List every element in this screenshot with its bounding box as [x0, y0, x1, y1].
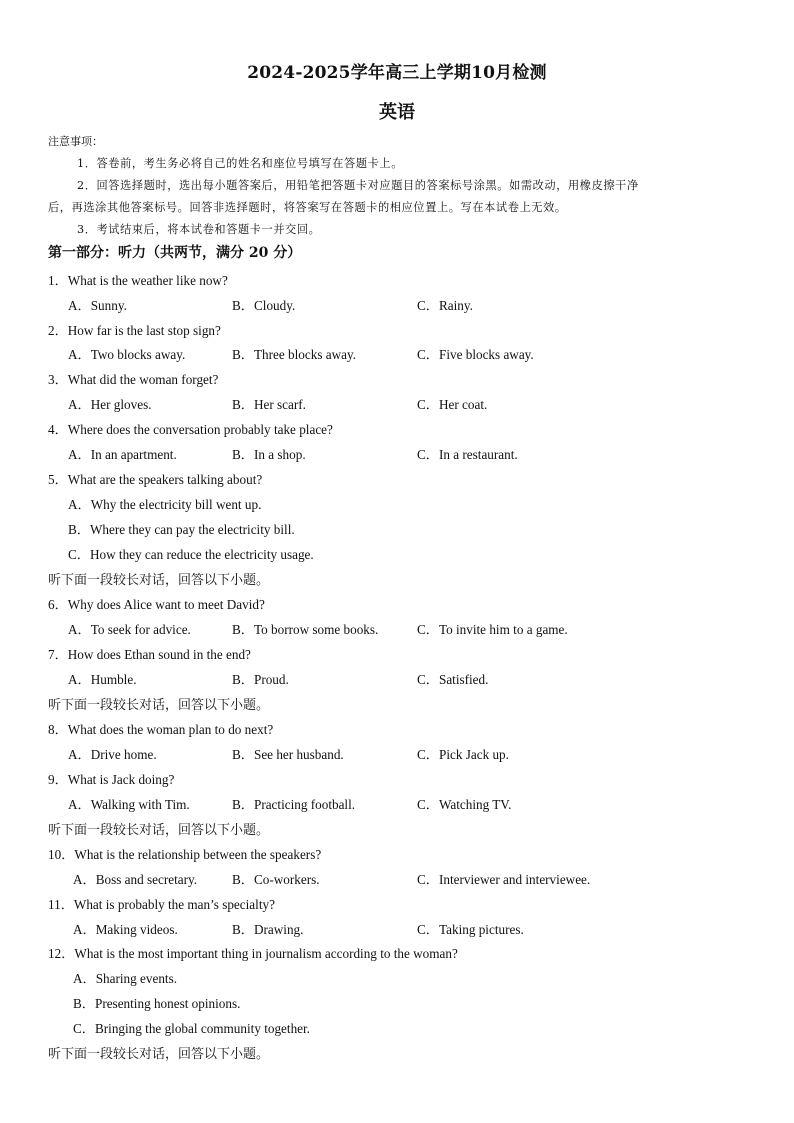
section-instruction-2: 听下面一段较长对话，回答以下小题。 [48, 698, 270, 713]
question-5: 5．What are the speakers talking about? [48, 472, 263, 487]
question-10: 10．What is the relationship between the speakers? [48, 847, 322, 862]
question-7: 7．How does Ethan sound in the end? [48, 647, 251, 662]
option-1a: A．Sunny. [68, 298, 127, 313]
notice-line-2b: 后，再选涂其他答案标号。回答非选择题时，将答案写在答题卡的相应位置上。写在本试卷上无效。 [48, 201, 567, 214]
page-title: 2024-2025学年高三上学期10月检测 [247, 63, 547, 83]
question-3: 3．What did the woman forget? [48, 372, 219, 387]
question-11: 11．What is probably the man’s specialty? [48, 897, 275, 912]
section-instruction-1: 听下面一段较长对话，回答以下小题。 [48, 573, 270, 588]
option-8b: B．See her husband. [232, 747, 344, 762]
option-3c: C．Her coat. [417, 397, 488, 412]
subject-title: 英语 [379, 102, 415, 123]
option-11b: B．Drawing. [232, 922, 304, 937]
option-12b: B．Presenting honest opinions. [73, 996, 241, 1011]
option-4a: A．In an apartment. [68, 447, 177, 462]
option-7c: C．Satisfied. [417, 672, 489, 687]
option-4b: B．In a shop. [232, 447, 306, 462]
option-7b: B．Proud. [232, 672, 289, 687]
question-9: 9．What is Jack doing? [48, 772, 175, 787]
option-5b: B．Where they can pay the electricity bill. [68, 522, 295, 537]
option-2c: C．Five blocks away. [417, 347, 534, 362]
option-4c: C．In a restaurant. [417, 447, 518, 462]
question-4: 4．Where does the conversation probably take place? [48, 422, 333, 437]
option-8c: C．Pick Jack up. [417, 747, 509, 762]
option-10a: A．Boss and secretary. [73, 872, 198, 887]
question-12: 12．What is the most important thing in journalism according to the woman? [48, 946, 458, 961]
option-2a: A．Two blocks away. [68, 347, 186, 362]
option-5c: C．How they can reduce the electricity usage. [68, 547, 314, 562]
option-12a: A．Sharing events. [73, 971, 178, 986]
option-6b: B．To borrow some books. [232, 622, 379, 637]
section-instruction-3: 听下面一段较长对话，回答以下小题。 [48, 823, 270, 838]
option-11c: C．Taking pictures. [417, 922, 524, 937]
notice-line-1: 1．答卷前，考生务必将自己的姓名和座位号填写在答题卡上。 [77, 157, 403, 170]
notice-heading: 注意事项： [48, 135, 103, 148]
option-10c: C．Interviewer and interviewee. [417, 872, 591, 887]
section-instruction-4: 听下面一段较长对话，回答以下小题。 [48, 1047, 270, 1062]
option-1c: C．Rainy. [417, 298, 473, 313]
option-7a: A．Humble. [68, 672, 137, 687]
option-9a: A．Walking with Tim. [68, 797, 190, 812]
option-9c: C．Watching TV. [417, 797, 512, 812]
question-6: 6．Why does Alice want to meet David? [48, 597, 265, 612]
option-6c: C．To invite him to a game. [417, 622, 568, 637]
notice-line-3: 3．考试结束后，将本试卷和答题卡一并交回。 [77, 223, 321, 236]
part1-heading: 第一部分：听力（共两节，满分 20 分） [48, 245, 302, 261]
option-1b: B．Cloudy. [232, 298, 296, 313]
question-8: 8．What does the woman plan to do next? [48, 722, 274, 737]
option-3b: B．Her scarf. [232, 397, 306, 412]
notice-line-2a: 2．回答选择题时，选出每小题答案后，用铅笔把答题卡对应题目的答案标号涂黑。如需改动，用橡皮擦干净 [77, 179, 639, 192]
option-10b: B．Co-workers. [232, 872, 320, 887]
option-12c: C．Bringing the global community together. [73, 1021, 310, 1036]
option-2b: B．Three blocks away. [232, 347, 357, 362]
option-6a: A．To seek for advice. [68, 622, 191, 637]
option-11a: A．Making videos. [73, 922, 178, 937]
option-5a: A．Why the electricity bill went up. [68, 497, 262, 512]
option-9b: B．Practicing football. [232, 797, 356, 812]
question-2: 2．How far is the last stop sign? [48, 323, 221, 338]
option-3a: A．Her gloves. [68, 397, 152, 412]
option-8a: A．Drive home. [68, 747, 157, 762]
question-1: 1．What is the weather like now? [48, 273, 228, 288]
